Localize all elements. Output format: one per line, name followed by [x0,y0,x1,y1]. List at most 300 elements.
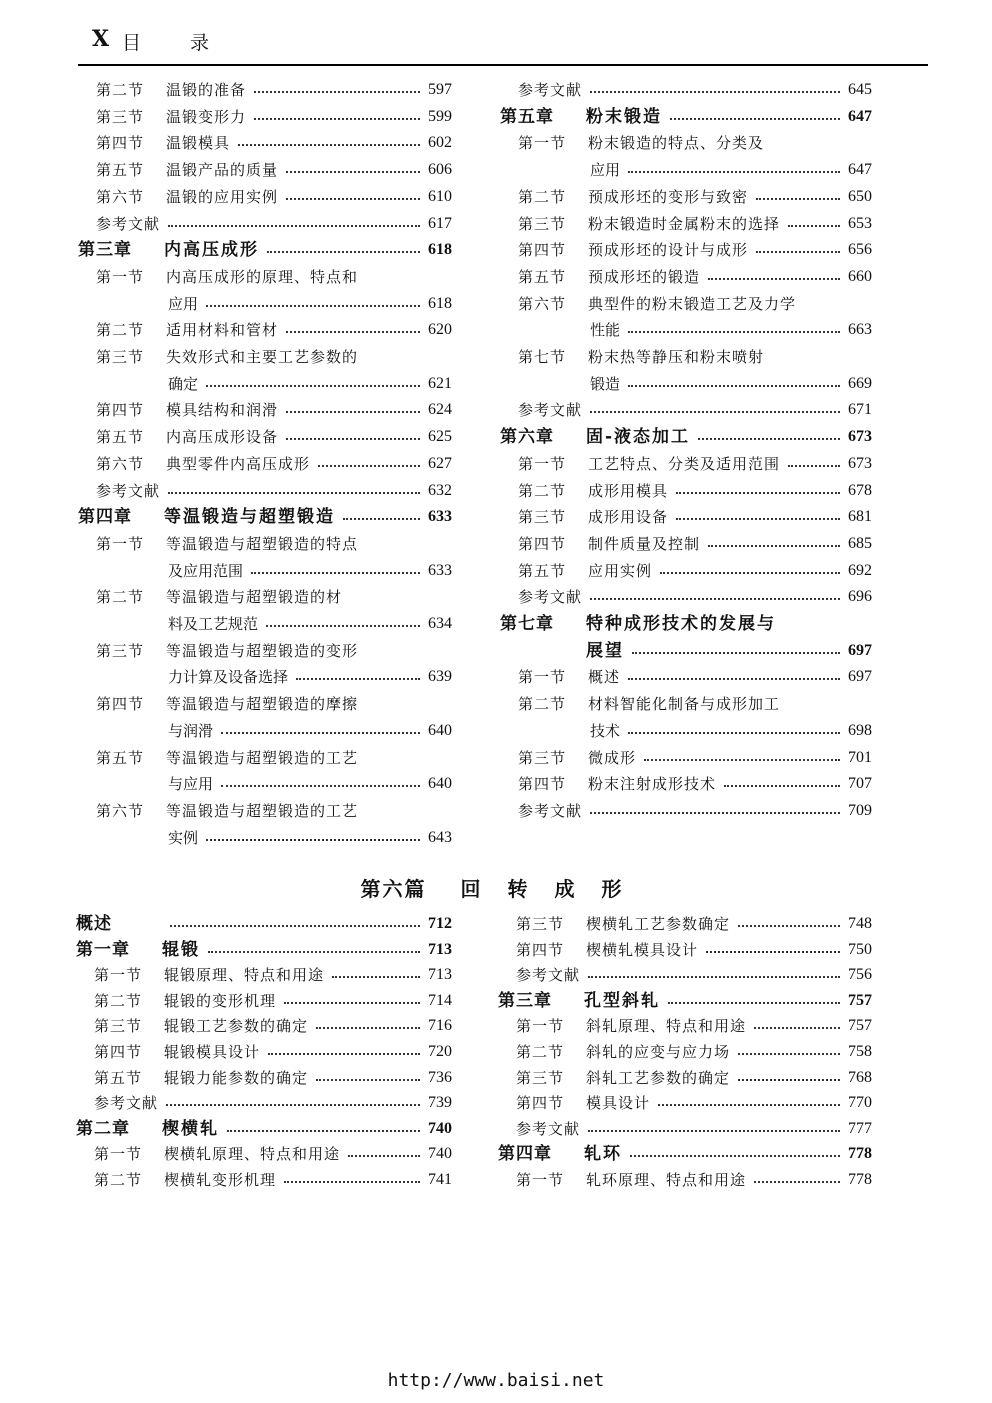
page-number: 716 [428,1017,452,1035]
page-number: 697 [848,641,872,659]
overview-label: 概述 [76,914,112,934]
page-number: 673 [848,454,872,472]
references-label: 参考文献 [96,481,161,500]
toc-entry[interactable] [500,612,872,636]
section-label: 第一节 [518,668,567,687]
leader-dots [206,305,420,307]
section-label: 第一节 [96,267,145,286]
entry-title: 典型件的粉末锻造工艺及力学 [588,294,797,313]
leader-dots [676,518,840,520]
leader-dots [343,518,420,520]
header-title-1: 目 [122,32,142,54]
chapter-label: 第四章 [78,507,132,528]
leader-dots [756,251,840,253]
page-number: 624 [428,401,452,419]
entry-title: 典型零件内高压成形 [166,454,311,473]
toc-entry[interactable] [518,452,872,476]
leader-dots [332,976,420,978]
page-number: 656 [848,241,872,259]
toc-entry[interactable] [516,1066,872,1090]
leader-dots [227,1130,420,1132]
page-number: 625 [428,428,452,446]
entry-title: 粉末锻造的特点、分类及 [588,134,765,153]
toc-entry[interactable] [94,989,452,1013]
entry-title: 应用 [168,294,199,313]
entry-title: 温锻的准备 [166,81,247,99]
page-number: 758 [848,1043,872,1060]
entry-title: 成形用模具 [588,481,669,500]
section-label: 第一节 [516,1017,565,1036]
page-number: 768 [848,1068,872,1086]
leader-dots [754,1181,840,1183]
leader-dots [706,951,840,953]
leader-dots [630,1155,840,1157]
part-number: 第六篇 [360,877,427,901]
chapter-label: 第三章 [78,240,132,261]
toc-entry[interactable] [590,318,872,342]
entry-title: 辊锻 [162,939,200,960]
section-label: 第四节 [518,241,567,260]
leader-dots [284,1002,420,1004]
section-label: 第六节 [96,454,145,473]
page-number: 678 [848,481,872,499]
page-number: 647 [848,107,872,125]
entry-title: 等温锻造与超塑锻造的材 [166,588,343,607]
page-number: 653 [848,214,872,232]
entry-title: 成形用设备 [588,508,669,527]
page-number: 741 [428,1171,452,1188]
entry-title: 楔横轧变形机理 [164,1171,277,1189]
entry-title: 粉末注射成形技术 [588,775,717,794]
leader-dots [166,1104,420,1106]
toc-entry[interactable] [96,131,452,155]
entry-title: 等温锻造与超塑锻造的摩擦 [166,695,359,714]
references-label: 参考文献 [516,1119,581,1138]
leader-dots [221,732,420,734]
toc-entry[interactable] [516,912,872,936]
leader-dots [296,678,420,680]
toc-entry[interactable] [76,938,452,962]
leader-dots [267,251,420,253]
entry-title: 模具结构和润滑 [166,401,279,420]
page-number: 663 [848,321,872,339]
page-number: 681 [848,508,872,526]
entry-title: 楔横轧模具设计 [586,940,699,959]
toc-entry[interactable] [516,1117,872,1141]
toc-entry[interactable] [590,719,872,743]
entry-title: 斜轧工艺参数的确定 [586,1068,731,1087]
toc-entry[interactable] [518,746,872,770]
toc-entry[interactable] [518,265,872,289]
toc-entry[interactable] [518,585,872,609]
section-label: 第一节 [94,966,143,985]
leader-dots [590,91,840,93]
toc-entry[interactable] [586,639,872,663]
toc-entry[interactable] [516,1014,872,1038]
entry-title: 等温锻造与超塑锻造 [164,507,335,528]
part-name: 回 转 成 形 [460,877,632,901]
toc-entry[interactable] [168,292,452,316]
toc-entry[interactable] [518,799,872,823]
leader-dots [676,492,840,494]
leader-dots [221,785,420,787]
references-label: 参考文献 [518,401,583,420]
toc-entry[interactable] [518,532,872,556]
leader-dots [268,1053,420,1055]
page-number: 617 [428,214,452,232]
leader-dots [628,385,840,387]
page-number: 739 [428,1094,452,1112]
section-label: 第四节 [96,695,145,714]
page-number: 647 [848,161,872,179]
chapter-label: 第六章 [500,427,554,448]
toc-entry[interactable] [96,585,452,609]
toc-entry[interactable] [168,665,452,689]
toc-entry[interactable] [96,799,452,823]
entry-title: 楔横轧工艺参数确定 [586,915,731,933]
entry-title: 等温锻造与超塑锻造的工艺 [166,748,359,767]
leader-dots [698,438,840,440]
entry-title: 微成形 [588,748,637,767]
section-label: 第二节 [96,588,145,607]
header-title-2: 录 [190,32,210,54]
leader-dots [254,91,420,93]
entry-title: 楔横轧 [162,1118,219,1139]
section-label: 第四节 [516,940,565,959]
entry-title: 工艺特点、分类及适用范围 [588,454,781,473]
toc-entry[interactable] [518,505,872,529]
toc-entry[interactable] [78,505,452,529]
page-number: 685 [848,534,872,552]
entry-title: 应用实例 [588,561,653,580]
toc-entry[interactable] [96,746,452,770]
page-number: 712 [428,915,452,932]
section-label: 第六节 [518,294,567,313]
toc-entry[interactable] [516,1091,872,1115]
section-label: 第三节 [516,915,565,933]
page-header [78,20,928,66]
toc-entry[interactable] [94,1142,452,1166]
leader-dots [286,331,420,333]
references-label: 参考文献 [518,81,583,99]
entry-title: 粉末锻造 [586,106,662,127]
chapter-label: 第三章 [498,990,552,1011]
leader-dots [238,144,420,146]
entry-title: 孔型斜轧 [584,990,660,1011]
toc-entry[interactable] [96,692,452,716]
leader-dots [658,1104,840,1106]
page-number: 770 [848,1094,872,1112]
entry-title: 失效形式和主要工艺参数的 [166,348,359,366]
leader-dots [318,465,420,467]
entry-title: 辊锻模具设计 [164,1043,261,1061]
toc-entry[interactable] [518,185,872,209]
entry-title: 内高压成形的原理、特点和 [166,267,359,286]
section-label: 第三节 [96,348,145,366]
section-label: 第二节 [516,1043,565,1061]
leader-dots [208,951,420,953]
page-number: 640 [428,721,452,739]
section-label: 第四节 [516,1094,565,1113]
leader-dots [628,331,840,333]
page-number: 660 [848,267,872,285]
toc-entry[interactable] [96,452,452,476]
leader-dots [316,1027,420,1029]
toc-entry[interactable] [96,532,452,556]
toc-entry[interactable] [94,1091,452,1115]
page-number: 756 [848,966,872,984]
leader-dots [708,278,840,280]
toc-entry[interactable] [94,1014,452,1038]
page-number: 740 [428,1119,452,1137]
references-label: 参考文献 [518,801,583,820]
leader-dots [588,976,840,978]
toc-entry[interactable] [518,398,872,422]
page-number: 740 [428,1145,452,1163]
toc-entry[interactable] [168,559,452,583]
toc-entry[interactable] [518,665,872,689]
leader-dots [286,171,420,173]
toc-entry[interactable] [96,212,452,236]
page-number: 748 [848,915,872,932]
leader-dots [168,225,420,227]
entry-title: 确定 [168,374,199,393]
toc-entry[interactable] [500,425,872,449]
entry-title: 预成形坯的变形与致密 [588,187,749,206]
toc-entry[interactable] [168,719,452,743]
toc-entry[interactable] [96,398,452,422]
entry-title: 内高压成形设备 [166,428,279,447]
entry-title: 展望 [586,640,624,661]
entry-title: 实例 [168,828,199,847]
section-label: 第二节 [518,695,567,714]
leader-dots [206,839,420,841]
references-label: 参考文献 [518,588,583,607]
section-label: 第一节 [518,134,567,153]
footer-url: http://www.baisi.net [387,1370,605,1391]
leader-dots [170,925,420,927]
entry-title: 适用材料和管材 [166,321,279,340]
entry-title: 温锻模具 [166,134,231,153]
section-label: 第二节 [96,321,145,340]
page-number: 632 [428,481,452,499]
section-label: 第五节 [96,161,145,180]
page-number: 778 [848,1145,872,1163]
leader-dots [708,545,840,547]
leader-dots [286,438,420,440]
entry-title: 粉末热等静压和粉末喷射 [588,348,765,366]
leader-dots [756,198,840,200]
entry-title: 轧环原理、特点和用途 [586,1171,747,1189]
toc-entry[interactable] [500,105,872,129]
leader-dots [628,171,840,173]
entry-title: 温锻的应用实例 [166,187,279,206]
section-label: 第五节 [96,748,145,767]
page-number: 639 [428,668,452,686]
toc-entry[interactable] [518,212,872,236]
section-label: 第七节 [518,348,567,366]
chapter-label: 第七章 [500,614,554,634]
entry-title: 与应用 [168,775,214,794]
page-number: 671 [848,401,872,419]
references-label: 参考文献 [96,214,161,233]
section-label: 第五节 [94,1068,143,1087]
toc-entry[interactable] [76,1117,452,1141]
section-label: 第二节 [94,991,143,1010]
page-number: 597 [428,81,452,98]
toc-entry[interactable] [168,372,452,396]
entry-title: 技术 [590,721,621,740]
chapter-label: 第五章 [500,106,554,127]
page-number: 645 [848,81,872,98]
entry-title: 轧环 [584,1144,622,1165]
toc-entry[interactable] [96,105,452,129]
leader-dots [788,225,840,227]
page-number: 618 [428,294,452,312]
leader-dots [738,1053,840,1055]
entry-title: 等温锻造与超塑锻造的变形 [166,641,359,660]
entry-title: 辊锻原理、特点和用途 [164,966,325,985]
part-title [0,873,992,902]
section-label: 第五节 [518,267,567,286]
leader-dots [628,732,840,734]
leader-dots [590,598,840,600]
toc-entry[interactable] [78,238,452,262]
page-number: 673 [848,428,872,446]
toc-entry[interactable] [518,559,872,583]
entry-title: 制件质量及控制 [588,534,701,553]
entry-title: 预成形坯的锻造 [588,267,701,286]
leader-dots [668,1002,840,1004]
page-number: 713 [428,966,452,984]
page-number: 692 [848,561,872,579]
entry-title: 锻造 [590,374,621,393]
entry-title: 温锻变形力 [166,107,247,126]
section-label: 第二节 [96,81,145,99]
toc-entry[interactable] [94,1040,452,1064]
section-label: 第三节 [518,748,567,767]
toc-entry[interactable] [96,425,452,449]
entry-title: 固-液态加工 [586,427,691,448]
toc-entry[interactable] [498,1142,872,1166]
toc-entry[interactable] [518,772,872,796]
entry-title: 内高压成形 [164,240,259,261]
section-label: 第二节 [518,187,567,206]
entry-title: 粉末锻造时金属粉末的选择 [588,214,781,233]
entry-title: 及应用范围 [168,561,244,580]
page-number: 633 [428,561,452,579]
chapter-label: 第四章 [498,1144,552,1165]
page-number: 696 [848,588,872,606]
toc-entry[interactable] [518,345,872,369]
page-number: 757 [848,1017,872,1035]
leader-dots [788,465,840,467]
toc-entry[interactable] [516,1168,872,1192]
section-label: 第三节 [518,508,567,527]
section-label: 第一节 [516,1171,565,1189]
section-label: 第二节 [94,1171,143,1189]
section-label: 第四节 [94,1043,143,1061]
page-number: 698 [848,721,872,739]
toc-entry[interactable] [516,1040,872,1064]
section-label: 第四节 [518,534,567,553]
entry-title: 材料智能化制备与成形加工 [588,695,781,714]
leader-dots [251,572,420,574]
page-number: 757 [848,991,872,1009]
section-label: 第四节 [518,775,567,794]
page-number: 720 [428,1043,452,1060]
leader-dots [266,625,420,627]
toc-entry[interactable] [518,78,872,102]
leader-dots [590,812,840,814]
toc-entry[interactable] [94,963,452,987]
toc-entry[interactable] [518,131,872,155]
toc-entry[interactable] [96,639,452,663]
entry-title: 等温锻造与超塑锻造的工艺 [166,801,359,820]
page-number: 599 [428,107,452,125]
toc-entry[interactable] [498,989,872,1013]
toc-entry[interactable] [168,612,452,636]
chapter-label: 第一章 [76,939,130,960]
toc-entry[interactable] [590,372,872,396]
leader-dots [724,785,840,787]
leader-dots [628,678,840,680]
toc-entry[interactable] [590,158,872,182]
toc-entry[interactable] [518,479,872,503]
page-number: 602 [428,134,452,152]
section-label: 第一节 [94,1145,143,1164]
section-label: 第六节 [96,801,145,820]
toc-entry[interactable] [168,772,452,796]
entry-title: 辊锻力能参数的确定 [164,1068,309,1087]
leader-dots [206,385,420,387]
toc-entry[interactable] [518,238,872,262]
page-number: 627 [428,454,452,472]
toc-entry[interactable] [96,265,452,289]
page-number: 777 [848,1119,872,1137]
leader-dots [738,1079,840,1081]
toc-entry[interactable] [516,938,872,962]
page-number: 621 [428,374,452,392]
page-number: 713 [428,940,452,958]
toc-entry[interactable] [96,185,452,209]
toc-entry[interactable] [516,963,872,987]
page-number: 618 [428,241,452,259]
toc-entry[interactable] [168,826,452,850]
page-number: 640 [428,775,452,793]
section-label: 第四节 [96,401,145,420]
entry-title: 楔横轧原理、特点和用途 [164,1145,341,1164]
toc-entry[interactable] [94,1168,452,1192]
toc-entry[interactable] [76,912,452,936]
toc-entry[interactable] [94,1066,452,1090]
page-number: 736 [428,1068,452,1086]
toc-entry[interactable] [96,318,452,342]
leader-dots [348,1155,420,1157]
page-number: 669 [848,374,872,392]
toc-entry[interactable] [96,479,452,503]
leader-dots [168,492,420,494]
section-label: 第三节 [518,214,567,233]
entry-title: 预成形坯的设计与成形 [588,241,749,260]
toc-entry[interactable] [96,158,452,182]
page-number: 634 [428,615,452,632]
toc-entry[interactable] [518,692,872,716]
references-label: 参考文献 [94,1094,159,1113]
toc-entry[interactable] [96,345,452,369]
toc-entry[interactable] [518,292,872,316]
toc-entry[interactable] [96,78,452,102]
